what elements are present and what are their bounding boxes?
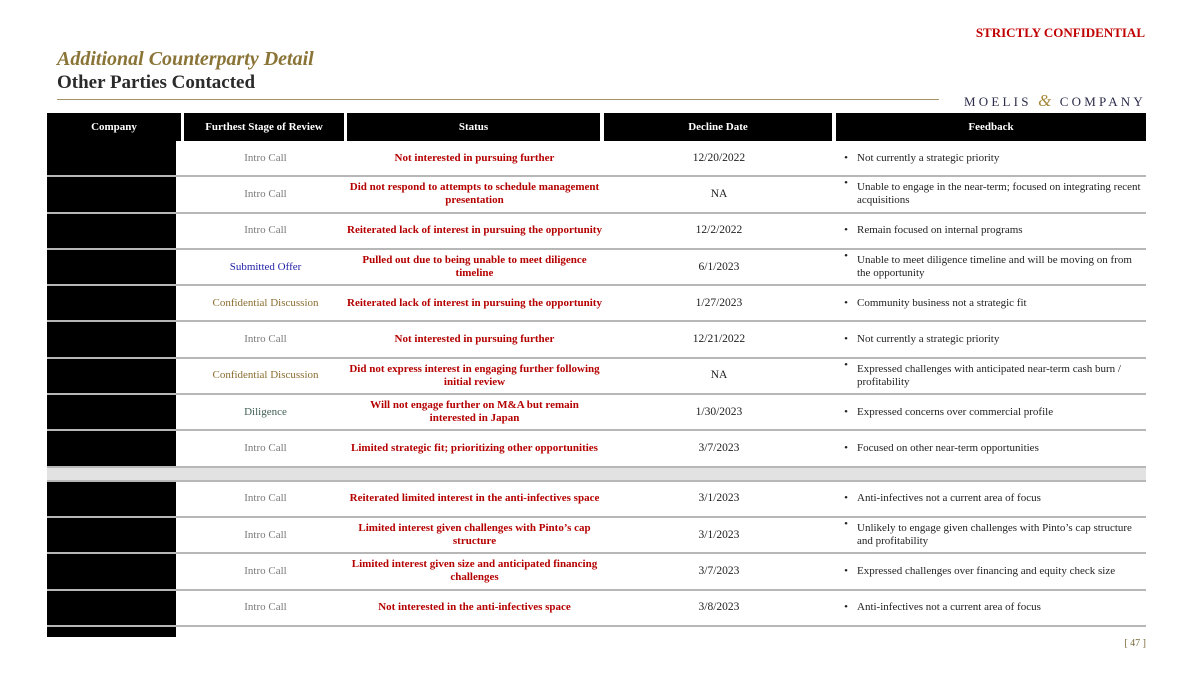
- stage-cell: Intro Call: [244, 333, 287, 346]
- table-row: [47, 141, 1146, 177]
- feedback-text: Expressed challenges over financing and equity check size: [857, 564, 1116, 577]
- table-header: [47, 113, 1146, 141]
- feedback-cell: [835, 141, 1146, 175]
- logo-right: COMPANY: [1059, 94, 1146, 109]
- table-row: [47, 359, 1146, 395]
- decline-date-cell: 3/8/2023: [698, 601, 740, 614]
- col-header-stage: Furthest Stage of Review: [184, 113, 344, 141]
- decline-date-cell: 12/20/2022: [692, 151, 746, 164]
- bullet-icon: •: [844, 492, 848, 505]
- logo-amp: &: [1038, 91, 1054, 110]
- table-row: [47, 286, 1146, 322]
- stage-cell: Intro Call: [244, 224, 287, 237]
- bullet-icon: •: [844, 601, 848, 614]
- bullet-icon: •: [844, 442, 848, 455]
- stage-cell: Submitted Offer: [229, 260, 302, 273]
- feedback-text: Community business not a strategic fit: [857, 296, 1027, 309]
- decline-date-cell: 3/1/2023: [698, 528, 740, 541]
- status-cell: Not interested in pursuing further: [394, 333, 555, 346]
- bullet-icon: •: [844, 517, 848, 530]
- feedback-text: Remain focused on internal programs: [857, 224, 1023, 237]
- status-cell: Limited interest given size and anticipated financing challenges: [351, 558, 598, 584]
- status-cell: Limited strategic fit; prioritizing other opportunities: [351, 442, 598, 455]
- decline-date-cell: 1/27/2023: [695, 296, 743, 309]
- col-header-company: Company: [47, 113, 181, 141]
- status-cell: Reiterated limited interest in the anti-infectives space: [349, 492, 600, 505]
- table-row: [47, 554, 1146, 590]
- table-row: [47, 518, 1146, 554]
- bullet-icon: •: [844, 333, 848, 346]
- bullet-icon: •: [844, 177, 848, 190]
- feedback-text: Expressed concerns over commercial profile: [857, 405, 1054, 418]
- table-body: [47, 141, 1146, 627]
- stage-cell: Intro Call: [244, 187, 287, 200]
- feedback-text: Expressed challenges with anticipated near-term cash burn / profitability: [857, 362, 1121, 388]
- bullet-icon: •: [844, 405, 848, 418]
- col-header-feedback: Feedback: [836, 113, 1146, 141]
- decline-date-cell: 3/7/2023: [698, 442, 740, 455]
- table-row: [47, 395, 1146, 431]
- table-row: [47, 482, 1146, 518]
- stage-cell: Confidential Discussion: [212, 296, 319, 309]
- feedback-text: Anti-infectives not a current area of focus: [857, 601, 1041, 614]
- col-header-status: Status: [347, 113, 600, 141]
- feedback-text: Unable to engage in the near-term; focused on integrating recent acquisitions: [857, 181, 1141, 207]
- status-cell: Did not express interest in engaging further following initial review: [349, 362, 600, 388]
- stage-cell: Intro Call: [244, 601, 287, 614]
- bullet-icon: •: [844, 249, 848, 262]
- feedback-cell: [835, 395, 1146, 429]
- table-row: [47, 591, 1146, 627]
- table-row: [47, 250, 1146, 286]
- status-cell: Not interested in pursuing further: [394, 151, 555, 164]
- table-row: [47, 322, 1146, 358]
- feedback-text: Anti-infectives not a current area of focus: [857, 492, 1041, 505]
- counterparty-table: [47, 113, 1146, 614]
- feedback-cell: [835, 286, 1146, 320]
- decline-date-cell: 3/7/2023: [698, 564, 740, 577]
- feedback-cell: [835, 322, 1146, 356]
- decline-date-cell: NA: [710, 187, 728, 200]
- feedback-cell: [835, 214, 1146, 248]
- stage-cell: Intro Call: [244, 492, 287, 505]
- feedback-cell: [835, 591, 1146, 625]
- feedback-text: Focused on other near-term opportunities: [857, 442, 1039, 455]
- feedback-cell: [835, 177, 1146, 211]
- bullet-icon: •: [844, 151, 848, 164]
- stage-cell: Intro Call: [244, 442, 287, 455]
- status-cell: Limited interest given challenges with Pinto’s cap structure: [358, 522, 591, 548]
- bullet-icon: •: [844, 358, 848, 371]
- status-cell: Pulled out due to being unable to meet diligence timeline: [362, 254, 587, 280]
- decline-date-cell: 3/1/2023: [698, 492, 740, 505]
- feedback-text: Unlikely to engage given challenges with Pinto’s cap structure and profitability: [857, 522, 1132, 548]
- stage-cell: Confidential Discussion: [212, 369, 319, 382]
- decline-date-cell: 12/21/2022: [692, 333, 746, 346]
- feedback-text: Not currently a strategic priority: [857, 333, 1000, 346]
- stage-cell: Diligence: [244, 405, 287, 418]
- decline-date-cell: NA: [710, 369, 728, 382]
- feedback-text: Not currently a strategic priority: [857, 151, 1000, 164]
- table-row: [47, 177, 1146, 213]
- status-cell: Did not respond to attempts to schedule management presentation: [349, 181, 600, 207]
- col-header-decline-date: Decline Date: [604, 113, 832, 141]
- status-cell: Will not engage further on M&A but remain interested in Japan: [370, 399, 579, 425]
- feedback-text: Unable to meet diligence timeline and will be moving on from the opportunity: [857, 254, 1132, 280]
- confidential-label: STRICTLY CONFIDENTIAL: [975, 25, 1145, 40]
- status-cell: Reiterated lack of interest in pursuing the opportunity: [347, 296, 602, 309]
- company-logo: [964, 91, 1146, 111]
- stage-cell: Intro Call: [244, 151, 287, 164]
- feedback-cell: [835, 431, 1146, 465]
- feedback-cell: [835, 482, 1146, 516]
- table-row: [47, 431, 1146, 467]
- status-cell: Not interested in the anti-infectives space: [378, 601, 571, 614]
- bullet-icon: •: [844, 296, 848, 309]
- decline-date-cell: 6/1/2023: [698, 260, 740, 273]
- stage-cell: Intro Call: [244, 528, 287, 541]
- table-row: [47, 214, 1146, 250]
- bullet-icon: •: [844, 564, 848, 577]
- logo-left: MOELIS: [964, 94, 1032, 109]
- header-rule: [57, 99, 939, 100]
- feedback-cell: [835, 518, 1146, 552]
- bullet-icon: •: [844, 224, 848, 237]
- feedback-cell: [835, 359, 1146, 393]
- page-title: Other Parties Contacted: [57, 72, 256, 93]
- page-number: [ 47 ]: [1124, 638, 1146, 649]
- section-divider: [47, 468, 1146, 482]
- feedback-cell: [835, 554, 1146, 588]
- page-subtitle: Additional Counterparty Detail: [57, 48, 314, 70]
- feedback-cell: [835, 250, 1146, 284]
- decline-date-cell: 1/30/2023: [695, 405, 743, 418]
- status-cell: Reiterated lack of interest in pursuing the opportunity: [347, 224, 602, 237]
- stage-cell: Intro Call: [244, 564, 287, 577]
- decline-date-cell: 12/2/2022: [695, 224, 743, 237]
